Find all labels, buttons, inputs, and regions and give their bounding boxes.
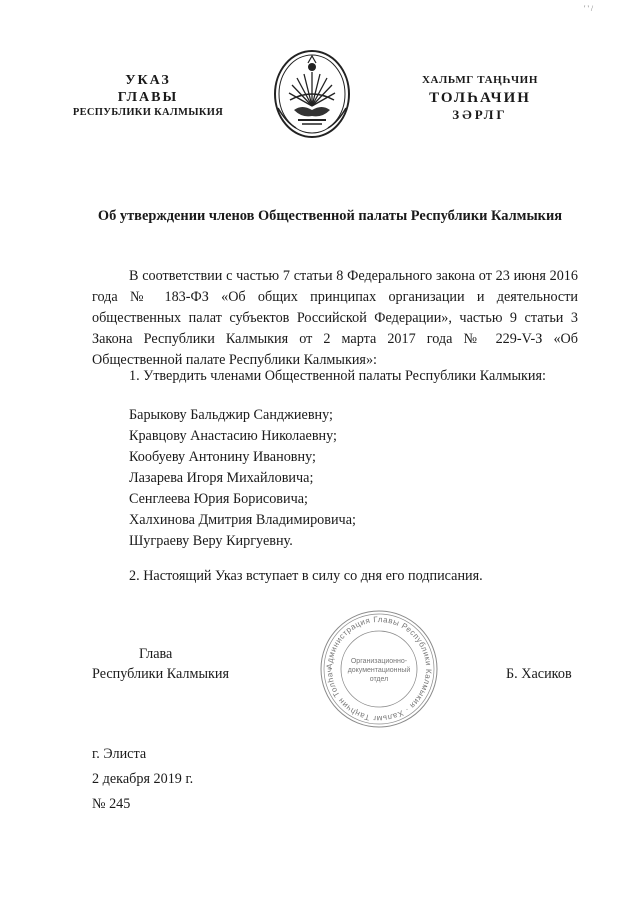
list-item: Кравцову Анастасию Николаевну; [129,428,337,444]
header-left-line3: РЕСПУБЛИКИ КАЛМЫКИЯ [72,107,224,118]
header-right [400,72,560,122]
signatory-role-line1: Глава [139,646,173,662]
list-item: Сенглеева Юрия Борисовича; [129,491,308,507]
preamble-paragraph [92,266,578,371]
stamp-ring-text: Администрация Главы Республики Калмыкия · Хальмг Таңһчин Толһач [324,614,434,724]
coat-of-arms-emblem [272,48,352,140]
decree-number: № 245 [92,796,131,812]
header-right-line2: ТОЛҺАЧИН [429,90,531,106]
svg-text:Администрация Главы Республики [318,608,433,723]
header-left [60,72,236,120]
stamp-seal-icon [318,608,440,730]
scan-mark: ' ' / [584,4,594,13]
preamble-text: В соответствии с частью 7 статьи 8 Федерального закона от 23 июня 2016 года № 183-ФЗ «Об общих принципах организации и деятельности общественных палат субъектов Российской Федерации», частью 9 статьи 3 Закона Республики Калмыкия от 2 марта 2017 года № 229-V-З [92,268,578,347]
clause-2: 2. Настоящий Указ вступает в силу со дня его подписания. [129,568,483,584]
stamp-center-line2: документационный [347,667,411,674]
list-item: Барыкову Бальджир Санджиевну; [129,407,333,423]
stamp-center-line1: Организационно- [350,658,408,665]
header-right-line3: ЗӘРЛГ [452,107,508,122]
stamp-center-line3: отдел [369,676,389,683]
signatory-name: Б. Хасиков [506,666,572,682]
preamble-text-law-title: «Об Общественной палате Республики Калмыкия»: [92,331,578,368]
document-title: Об утверждении членов Общественной палаты Республики Калмыкия [97,208,563,224]
issue-place: г. Элиста [92,746,147,762]
list-item: Кообуеву Антонину Ивановну; [129,449,316,465]
header-right-line1: ХАЛЬМГ ТАҢҺЧИН [422,74,538,86]
members-list [129,405,509,552]
emblem-icon [272,48,352,140]
list-item: Халхинова Дмитрия Владимировича; [129,512,356,528]
header-left-line1: УКАЗ [125,73,171,88]
official-stamp [318,608,440,730]
clause-1: 1. Утвердить членами Общественной палаты Республики Калмыкия: [129,368,546,384]
list-item: Шуграеву Веру Киргуевну. [129,533,293,549]
signatory-role-line2: Республики Калмыкия [92,666,230,682]
header-left-line2: ГЛАВЫ [117,90,179,105]
issue-date: 2 декабря 2019 г. [92,771,194,787]
list-item: Лазарева Игоря Михайловича; [129,470,314,486]
